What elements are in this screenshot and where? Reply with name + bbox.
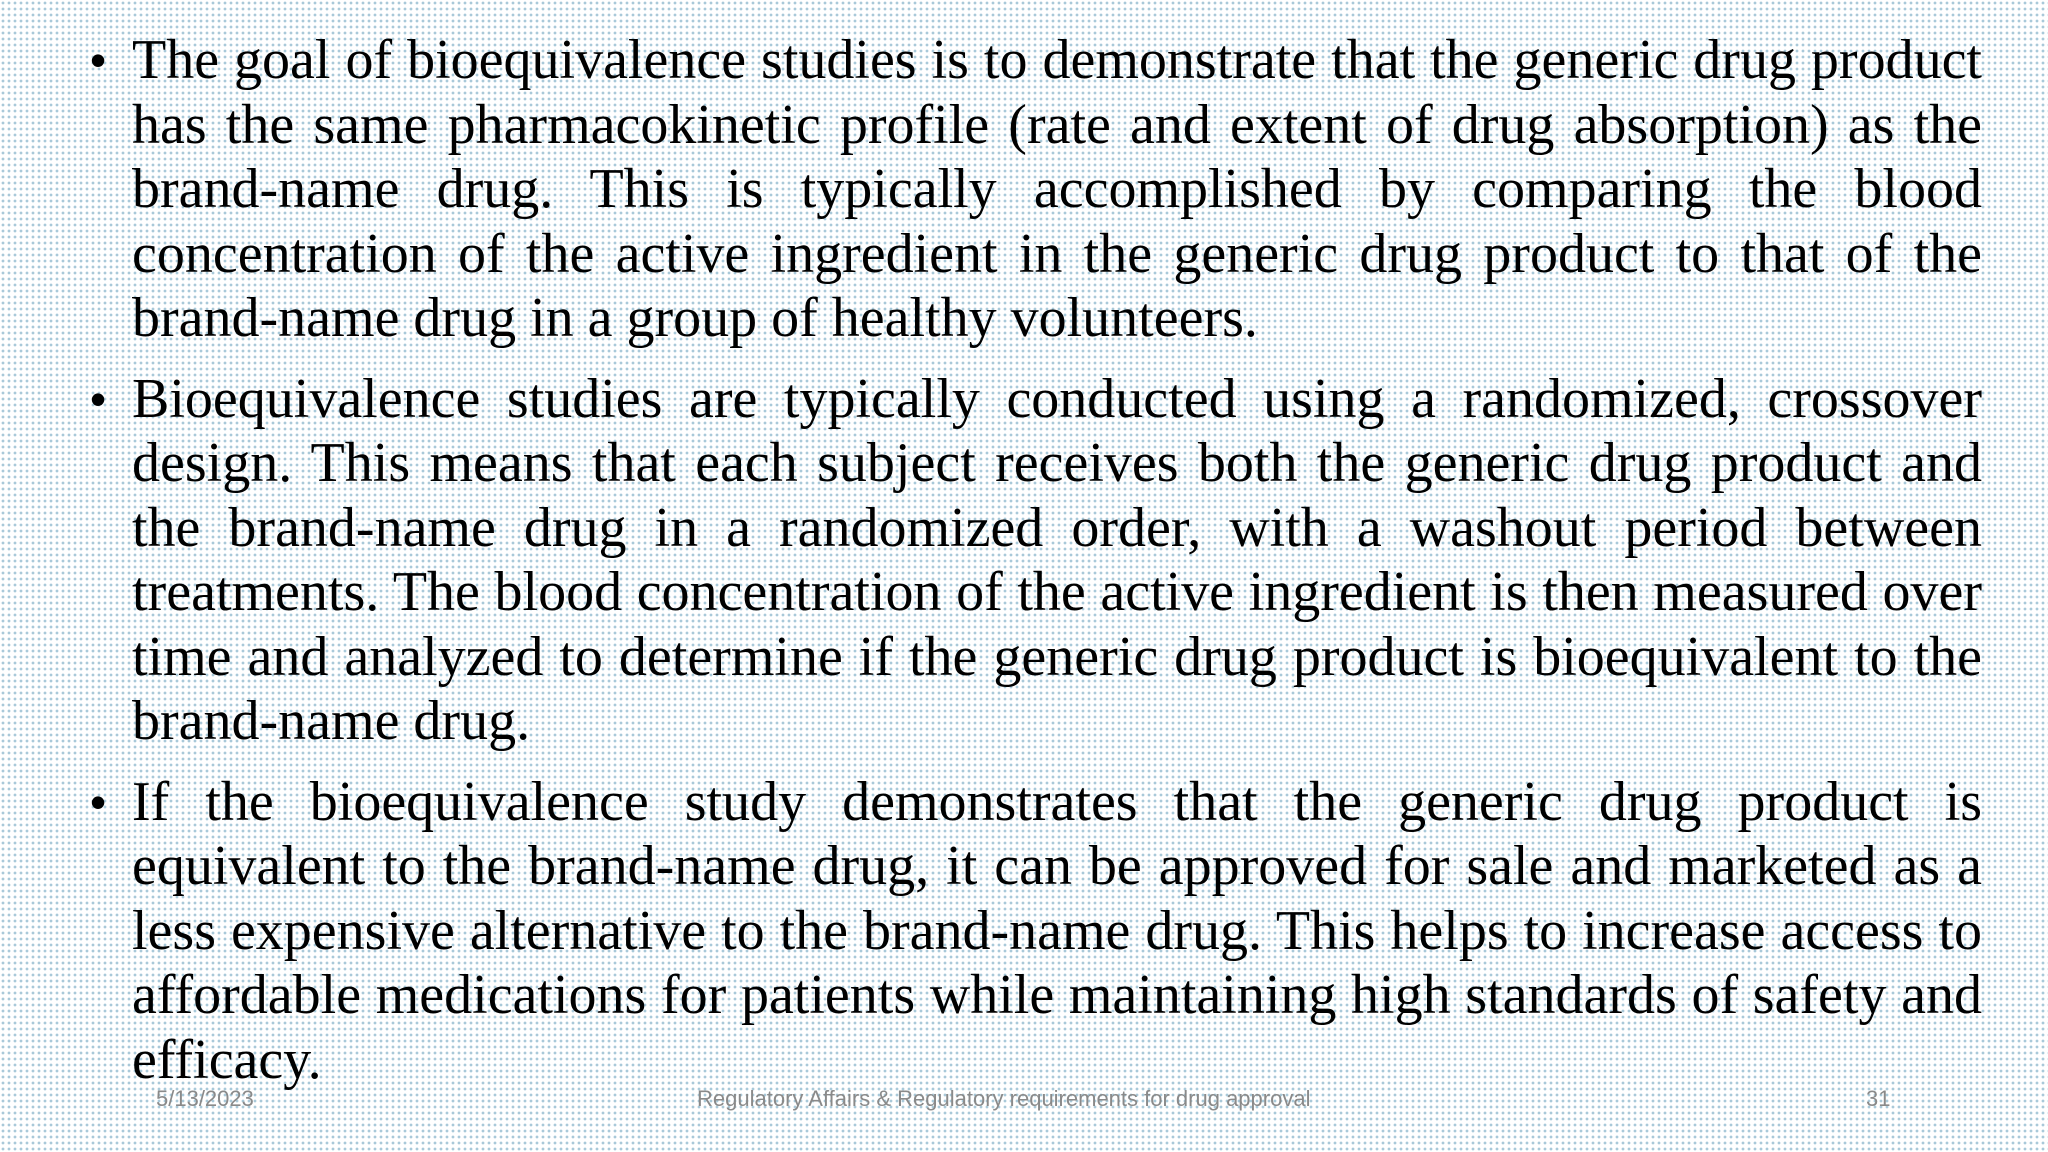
bullet-text: The goal of bioequivalence studies is to demonstrate that the generic drug product has the same pharmacokinetic profile (rate and extent of drug absorption) as the brand-name drug. This is typically accomplished by comparing the blood concentration of the active ingredient in the generic drug product to that of the brand-name drug in a group of healthy volunteers. <box>132 29 1982 349</box>
bullet-item-goal <box>90 28 1982 351</box>
bullet-marker: • <box>90 372 107 425</box>
footer-page-number: 31 <box>1866 1086 1891 1111</box>
bullet-marker: • <box>90 775 107 828</box>
bullet-item-design <box>90 367 1982 754</box>
bullet-text: Bioequivalence studies are typically conducted using a randomized, crossover design. This means that each subject receives both the generic drug product and the brand-name drug in a randomized order, with a washout period between treatments. The blood concentration of the active ingredient is then measured over time and analyzed to determine if the generic drug product is bioequivalent to the brand-name drug. <box>132 367 1982 752</box>
bullet-list <box>90 28 1982 1108</box>
bullet-marker: • <box>90 34 107 86</box>
bullet-item-approval <box>90 770 1982 1093</box>
footer-title: Regulatory Affairs & Regulatory requirements for drug approval <box>697 1086 1311 1111</box>
footer-date: 5/13/2023 <box>156 1086 254 1111</box>
bullet-text: If the bioequivalence study demonstrates that the generic drug product is equivalent to the brand-name drug, it can be approved for sale and marketed as a less expensive alternative to the brand-name drug. This helps to increase access to affordable medications for patients while maintaining high standards of safety and efficacy. <box>132 770 1982 1091</box>
